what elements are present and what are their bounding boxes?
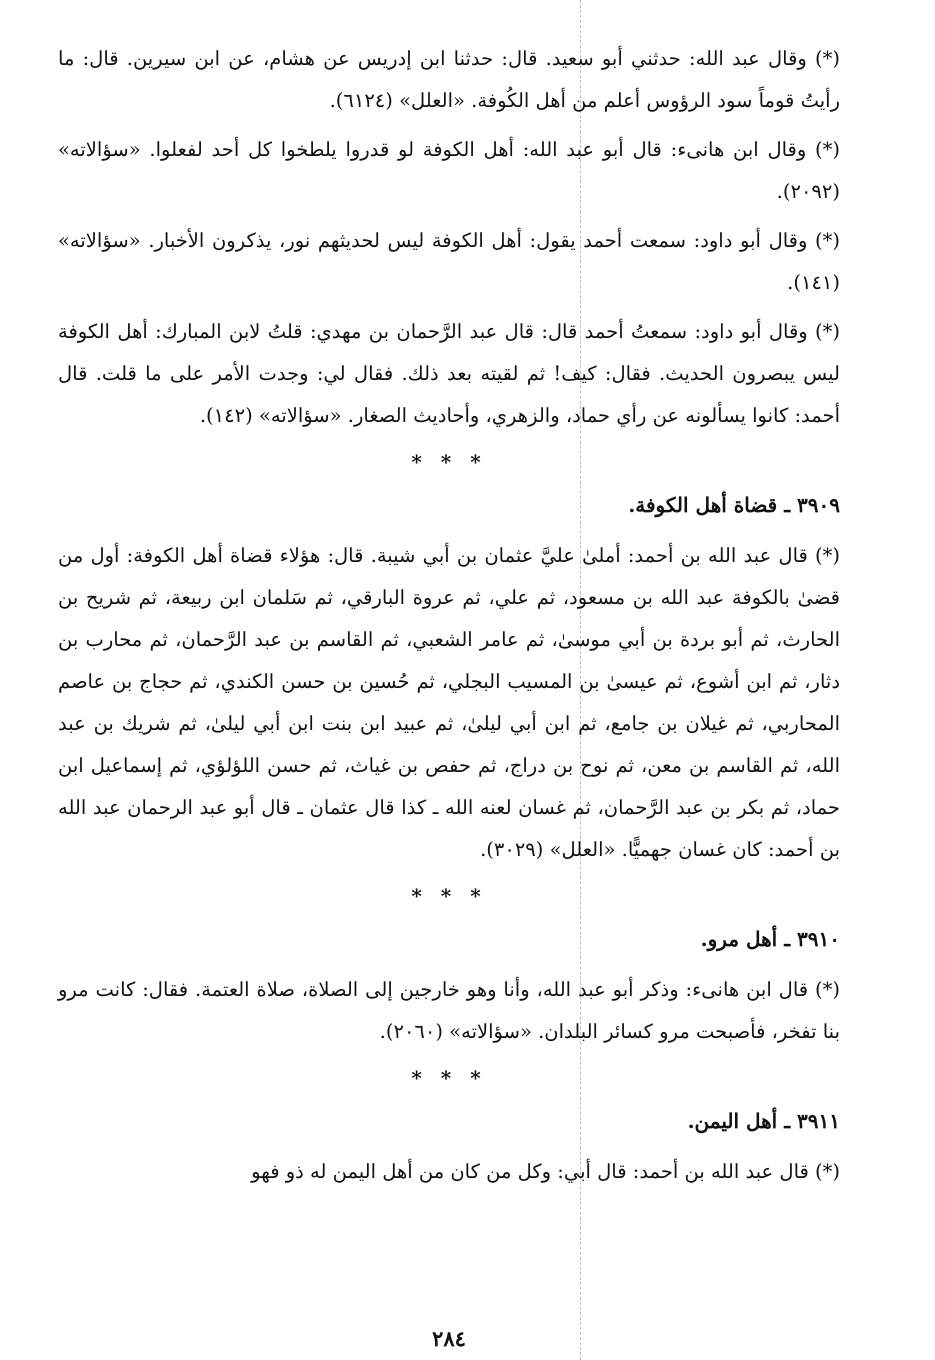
section-separator: * * * [411, 884, 487, 908]
entry-body-3910: (*) قال ابن هانىء: وذكر أبو عبد الله، وأنا وهو خارجين إلى الصلاة، صلاة العتمة. فقال: كانت مرو بنا تفخر، فأصبحت مرو كسائر البلدان. «سؤالاته» (٢٠٦٠). [58, 978, 840, 1043]
entry-heading-3911: ٣٩١١ ـ أهل اليمن. [687, 1109, 840, 1133]
entry-body-3909: (*) قال عبد الله بن أحمد: أملىٰ عليَّ عثمان بن أبي شيبة. قال: هؤلاء قضاة أهل الكوفة: أول من قضىٰ بالكوفة عبد الله بن مسعود، ثم علي، ثم عروة البارقي، ثم سَلمان ابن ربيعة، ثم شريح بن الحارث، ثم أبو بردة بن أبي موسىٰ، ثم عامر الشعبي، ثم القاسم بن عبد الرَّحمان، ثم محارب بن دثار، ثم ابن أشوع، ثم عيسىٰ بن المسيب البجلي، ثم حُسين بن حسن الكندي، ثم حجاج بن عاصم المحاربي، ثم غيلان بن جامع، ثم ابن أبي ليلىٰ، ثم عبيد ابن بنت ابن أبي ليلىٰ، ثم شريك بن عبد الله، ثم القاسم بن معن، ثم نوح بن دراج، ثم حفص بن غياث، ثم حسن اللؤلؤي، ثم إسماعيل ابن حماد، ثم بكر بن عبد الرَّحمان، ثم غسان لعنه الله ـ كذا قال عثمان ـ قال أبو عبد الرحمان عبد الله بن أحمد: كان غسان جهميًّا. «العلل» (٣٠٢٩). [58, 544, 840, 861]
section-separator: * * * [411, 1066, 487, 1090]
entry-heading-3909: ٣٩٠٩ ـ قضاة أهل الكوفة. [628, 493, 840, 517]
book-page [58, 38, 840, 1351]
paragraph-abu-dawud-1: (*) وقال أبو داود: سمعت أحمد يقول: أهل الكوفة ليس لحديثهم نور، يذكرون الأخبار. «سؤالاته» (١٤١). [58, 229, 840, 294]
entry-heading-3910: ٣٩١٠ ـ أهل مرو. [700, 927, 840, 951]
paragraph-kufa-scholars: (*) وقال عبد الله: حدثني أبو سعيد. قال: حدثنا ابن إدريس عن هشام، عن ابن سيرين. قال: ما رأيتُ قوماً سود الرؤوس أعلم من أهل الكُوفة. «العلل» (٦١٢٤). [58, 47, 840, 112]
paragraph-ibn-hani: (*) وقال ابن هانىء: قال أبو عبد الله: أهل الكوفة لو قدروا يلطخوا كل أحد لفعلوا. «سؤالاته» (٢٠٩٢). [58, 138, 840, 203]
section-separator: * * * [411, 450, 487, 474]
page-number: ٢٨٤ [432, 1326, 466, 1351]
paragraph-abu-dawud-2: (*) وقال أبو داود: سمعتُ أحمد قال: قال عبد الرَّحمان بن مهدي: قلتُ لابن المبارك: أهل الكوفة ليس يبصرون الحديث. فقال: كيف! ثم لقيته بعد ذلك. فقال لي: وجدت الأمر على ما قلت. قال أحمد: كانوا يسألونه عن رأي حماد، والزهري، وأحاديث الصغار. «سؤالاته» (١٤٢). [58, 320, 840, 427]
entry-body-3911: (*) قال عبد الله بن أحمد: قال أبي: وكل من كان من أهل اليمن له ذو فهو [251, 1160, 840, 1183]
